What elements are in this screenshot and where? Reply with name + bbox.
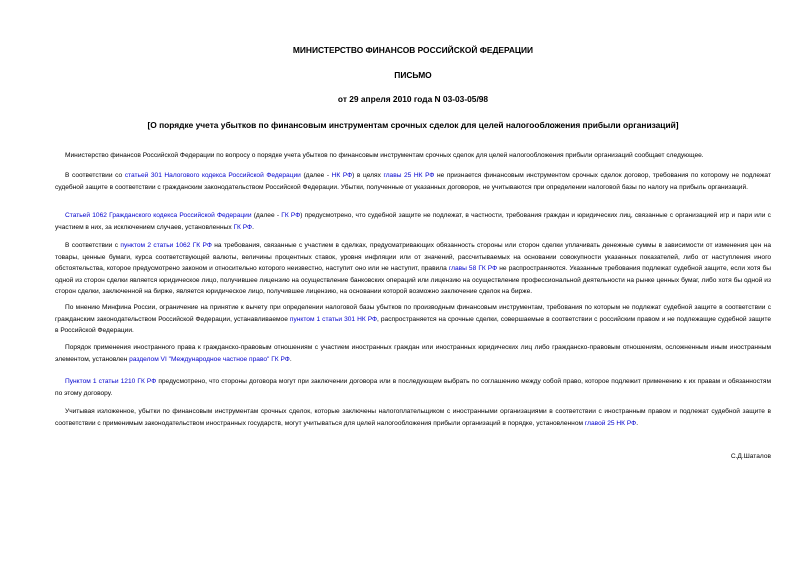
ministry-title: МИНИСТЕРСТВО ФИНАНСОВ РОССИЙСКОЙ ФЕДЕРАЦИИ — [292, 45, 534, 55]
link-nk-chapter-25[interactable]: главы 25 НК РФ — [383, 172, 435, 179]
document-subject: [О порядке учета убытков по финансовым инструментам срочных сделок для целей налогообложения прибыли организаций] — [147, 120, 679, 130]
text: на требования, связанные с участием в сделках, предусматривающих обязанность стороны или сторон сделки уплачивать денежные суммы в зависимости от изменения цен на товары, ценные бумаги, курса соответствующей валюты, величины процентных ставок, уровня инфляции или от значений, рассчитываемых на основании совокупности указанных показателей, либо от наступления иного обстоятельства, которое предусмотрено законом и относительно которого неизвестно, наступит оно или не наступит, правила — [55, 242, 772, 273]
paragraph-foreign-law — [55, 342, 771, 365]
paragraph-intro — [55, 150, 771, 162]
link-gk-article-1062[interactable]: Статьей 1062 Гражданского кодекса Российской Федерации — [65, 212, 252, 219]
paragraph-conclusion — [55, 406, 771, 429]
link-gk-rf-2[interactable]: ГК РФ — [233, 223, 253, 231]
document-date-number: от 29 апреля 2010 года N 03-03-05/98 — [337, 94, 489, 104]
text: ) предусмотрено, что судебной защите не подлежат, в частности, требования граждан и юридических лиц, связанные с организацией игр и пари или с участием в них, за исключением случаев, установленных — [55, 212, 771, 231]
paragraph-gk-1062 — [55, 210, 771, 233]
link-gk-section-6[interactable]: разделом VI "Международное частное право" ГК РФ — [129, 355, 290, 363]
link-nk-rf[interactable]: НК РФ — [331, 172, 353, 179]
document-type: ПИСЬМО — [394, 70, 432, 80]
text: Учитывая изложенное, убытки по финансовым инструментам срочных сделок, которые заключены налогоплательщиком с иностранными организациями в соответствии с иностранным правом и подлежат судебной защите в соответствии с применимым законодательством иностранных государств, могут учитываться для целей налогообложения прибыли организаций в порядке, установленном — [55, 408, 771, 427]
paragraph-gk-1210 — [55, 376, 771, 399]
paragraph-nk-301 — [55, 170, 771, 193]
text: не признается финансовым инструментом срочных сделок договор, требования по которому не подлежат судебной защите в соответствии с гражданским законодательством Российской Федерации. Убытки, полученные от указанных договоров, не учитываются при определении налоговой базы по налогу на прибыль организаций. — [55, 172, 771, 191]
link-gk-1210-item-1[interactable]: Пунктом 1 статьи 1210 ГК РФ — [65, 378, 157, 385]
text: предусмотрено, что стороны договора могут при заключении договора или в последующем выбрать по соглашению между собой право, которое подлежит применению к их правам и обязанностям по этому договору. — [55, 378, 772, 397]
link-nk-chapter-25-final[interactable]: главой 25 НК РФ — [584, 419, 637, 427]
text: В соответствии со — [65, 172, 125, 179]
signature: С.Д.Шаталов — [730, 453, 771, 460]
text: , распространяется на срочные сделки, совершаемые в соответствии с российским правом и не подлежащие судебной защите в Российской Федерации. — [55, 315, 771, 335]
link-gk-chapter-58[interactable]: главы 58 ГК РФ — [448, 265, 498, 273]
text: ) в целях — [352, 172, 384, 179]
paragraph-minfin-opinion — [55, 302, 771, 337]
text: В соответствии с — [65, 242, 121, 249]
link-gk-rf[interactable]: ГК РФ — [281, 212, 301, 219]
text: . — [252, 223, 254, 231]
link-gk-1062-item-2[interactable]: пунктом 2 статьи 1062 ГК РФ — [120, 242, 212, 249]
text: . — [289, 355, 292, 363]
paragraph-gk-1062-p2 — [55, 240, 771, 298]
link-nk-article-301[interactable]: статьей 301 Налогового кодекса Российской Федерации — [124, 172, 301, 179]
text: не распространяются. Указанные требования подлежат судебной защите, если хотя бы одной из сторон сделки является юридическое лицо, получившее лицензию на осуществление банковских операций или лицензию на осуществление профессиональной деятельности на рынке ценных бумаг, либо хотя бы одной из сторон сделки, заключенной на бирже, является юридическое лицо, получившее лицензию, на основании которой возможно заключение сделок на бирже. — [55, 265, 771, 296]
text: По мнению Минфина России, ограничение на принятие к вычету при определении налоговой базы убытков по производным финансовым инструментам, требования по которым не подлежат судебной защите в соответствии с гражданским законодательством Российской Федерации, устанавливаемое — [55, 304, 771, 323]
text: . — [636, 419, 639, 427]
text: (далее - — [251, 212, 282, 219]
text: Министерство финансов Российской Федерации по вопросу о порядке учета убытков по финансовым инструментам срочных сделок для целей налогообложения прибыли организаций сообщает следующее. — [65, 152, 704, 159]
link-nk-301-item-1[interactable]: пунктом 1 статьи 301 НК РФ — [289, 315, 378, 323]
text: (далее - — [300, 172, 332, 179]
text: Порядок применения иностранного права к гражданско-правовым отношениям с участием иностранных граждан или иностранных юридических лиц либо гражданско-правовым отношениям, осложненным иным иностранным элементом, установлен — [55, 344, 771, 363]
